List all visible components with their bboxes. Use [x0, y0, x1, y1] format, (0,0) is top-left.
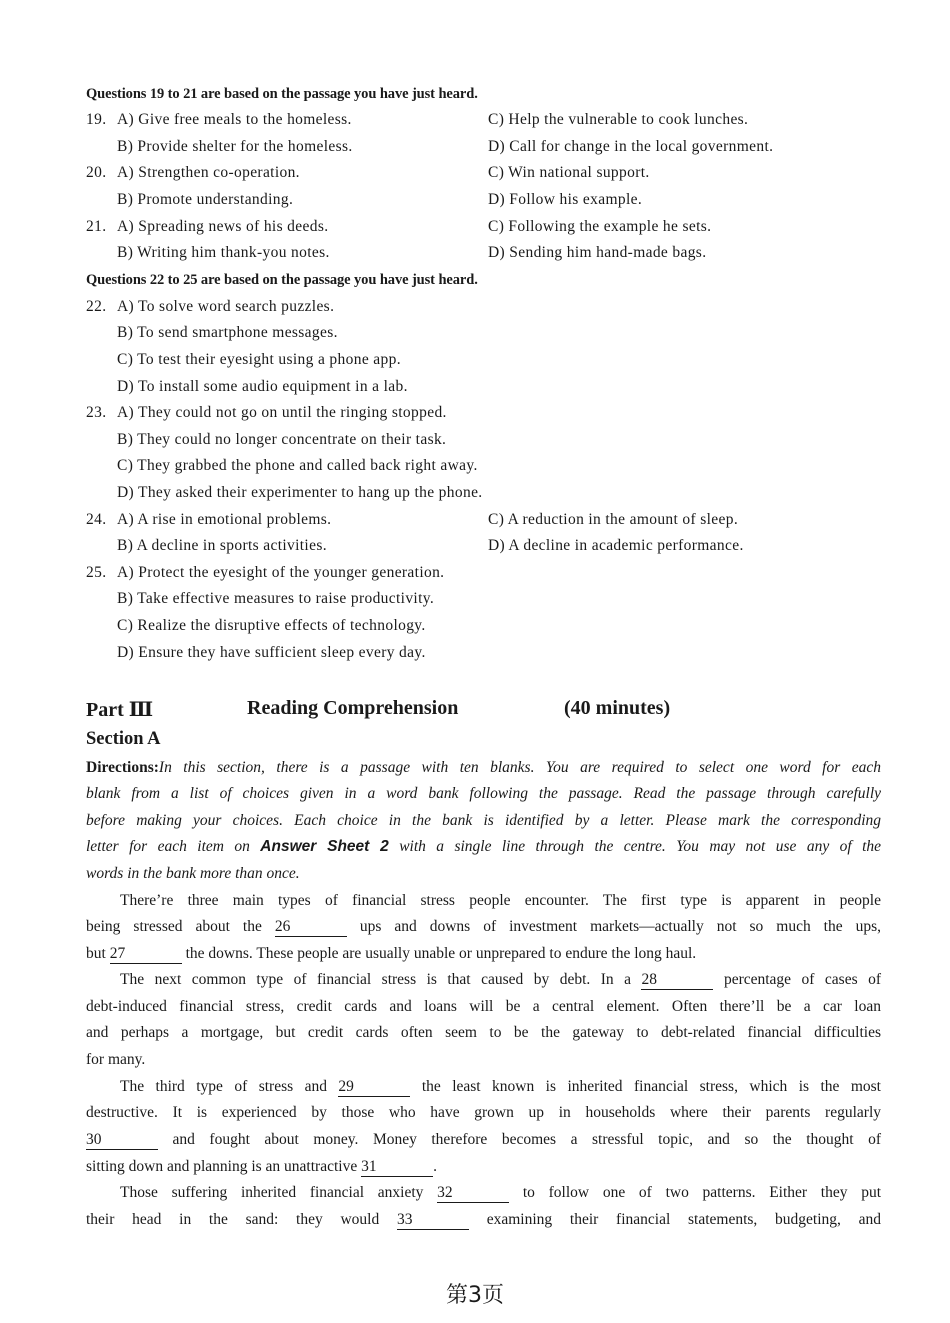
passage-line: destructive. It is experienced by those who have grown up in households where their parents regularly	[86, 1104, 881, 1121]
option-b: B) To send smartphone messages.	[117, 324, 338, 341]
blank-30: 30	[86, 1131, 158, 1150]
option-a: A) They could not go on until the ringing stopped.	[117, 404, 447, 421]
blank-28: 28	[641, 971, 713, 990]
option-d: D) Sending him hand-made bags.	[488, 244, 707, 261]
blank-33: 33	[397, 1211, 469, 1230]
passage-line: sitting down and planning is an unattractive 31 .	[86, 1158, 437, 1175]
option-d: D) Call for change in the local government.	[488, 138, 774, 155]
option-c: C) They grabbed the phone and called back right away.	[117, 457, 478, 474]
section-heading: Section A	[86, 729, 161, 749]
passage-line: Those suffering inherited financial anxiety 32 to follow one of two patterns. Either they put	[120, 1184, 882, 1201]
option-b: B) Provide shelter for the homeless.	[117, 138, 353, 155]
passage-line: and perhaps a mortgage, but credit cards often seem to be the gateway to debt-related financial difficulties	[86, 1024, 881, 1041]
option-a: A) To solve word search puzzles.	[117, 298, 335, 315]
part-title: Reading Comprehension	[247, 697, 459, 719]
question-number: 20.	[86, 164, 107, 181]
option-b: B) Writing him thank-you notes.	[117, 244, 330, 261]
page-number: 第3页	[446, 1283, 504, 1308]
passage-line: but 27 the downs. These people are usually unable or unprepared to endure the long haul.	[86, 945, 697, 962]
option-c: C) Following the example he sets.	[488, 218, 712, 235]
option-b: B) Promote understanding.	[117, 191, 294, 208]
question-number: 21.	[86, 218, 107, 235]
passage-line: The next common type of financial stress is that caused by debt. In a 28 percentage of cases of	[120, 971, 881, 988]
part-time: (40 minutes)	[564, 697, 671, 719]
passage-line: The third type of stress and 29 the least known is inherited financial stress, which is the most	[120, 1078, 881, 1095]
blank-27: 27	[110, 945, 182, 964]
part-label: Part Ⅲ	[86, 699, 154, 721]
option-c: C) A reduction in the amount of sleep.	[488, 511, 739, 528]
answer-sheet-ref: Answer Sheet 2	[260, 838, 389, 855]
question-group-heading: Questions 19 to 21 are based on the passage you have just heard.	[86, 86, 478, 102]
option-b: B) They could no longer concentrate on their task.	[117, 431, 447, 448]
option-c: C) Win national support.	[488, 164, 650, 181]
option-a: A) Spreading news of his deeds.	[117, 218, 329, 235]
question-number: 19.	[86, 111, 107, 128]
option-a: A) Protect the eyesight of the younger generation.	[117, 564, 445, 581]
blank-31: 31	[361, 1158, 433, 1177]
directions-label: Directions:	[86, 759, 159, 776]
blank-32: 32	[437, 1184, 509, 1203]
blank-29: 29	[338, 1078, 410, 1097]
option-c: C) Realize the disruptive effects of technology.	[117, 617, 426, 634]
option-a: A) Give free meals to the homeless.	[117, 111, 352, 128]
option-d: D) Ensure they have sufficient sleep every day.	[117, 644, 426, 661]
directions-line: blank from a list of choices given in a word bank following the passage. Read the passage through carefully	[86, 785, 881, 802]
option-a: A) Strengthen co-operation.	[117, 164, 300, 181]
option-a: A) A rise in emotional problems.	[117, 511, 332, 528]
question-number: 22.	[86, 298, 107, 315]
question-number: 24.	[86, 511, 107, 528]
option-b: B) A decline in sports activities.	[117, 537, 327, 554]
option-b: B) Take effective measures to raise productivity.	[117, 590, 435, 607]
passage-line: 30 and fought about money. Money therefore becomes a stressful topic, and so the thought of	[86, 1131, 881, 1148]
question-number: 25.	[86, 564, 107, 581]
option-d: D) They asked their experimenter to hang up the phone.	[117, 484, 483, 501]
directions-line: Directions:In this section, there is a passage with ten blanks. You are required to select one word for each	[86, 759, 881, 776]
directions-line: words in the bank more than once.	[86, 865, 300, 882]
passage-line: debt-induced financial stress, credit cards and loans will be a central element. Often there’ll be a car loan	[86, 998, 881, 1015]
option-c: C) Help the vulnerable to cook lunches.	[488, 111, 749, 128]
directions-line: letter for each item on Answer Sheet 2 with a single line through the centre. You may not use any of the	[86, 838, 882, 855]
option-d: D) To install some audio equipment in a lab.	[117, 378, 408, 395]
option-d: D) Follow his example.	[488, 191, 643, 208]
blank-26: 26	[275, 918, 347, 937]
option-c: C) To test their eyesight using a phone app.	[117, 351, 401, 368]
option-d: D) A decline in academic performance.	[488, 537, 744, 554]
directions-line: before making your choices. Each choice in the bank is identified by a letter. Please mark the corresponding	[86, 812, 881, 829]
passage-line: There’re three main types of financial stress people encounter. The first type is apparent in people	[120, 892, 881, 909]
question-number: 23.	[86, 404, 107, 421]
passage-line: for many.	[86, 1051, 146, 1068]
question-group-heading: Questions 22 to 25 are based on the passage you have just heard.	[86, 272, 478, 288]
passage-line: being stressed about the 26 ups and downs of investment markets—actually not so much the ups,	[86, 918, 882, 935]
passage-line: their head in the sand: they would 33 examining their financial statements, budgeting, and	[86, 1211, 882, 1228]
